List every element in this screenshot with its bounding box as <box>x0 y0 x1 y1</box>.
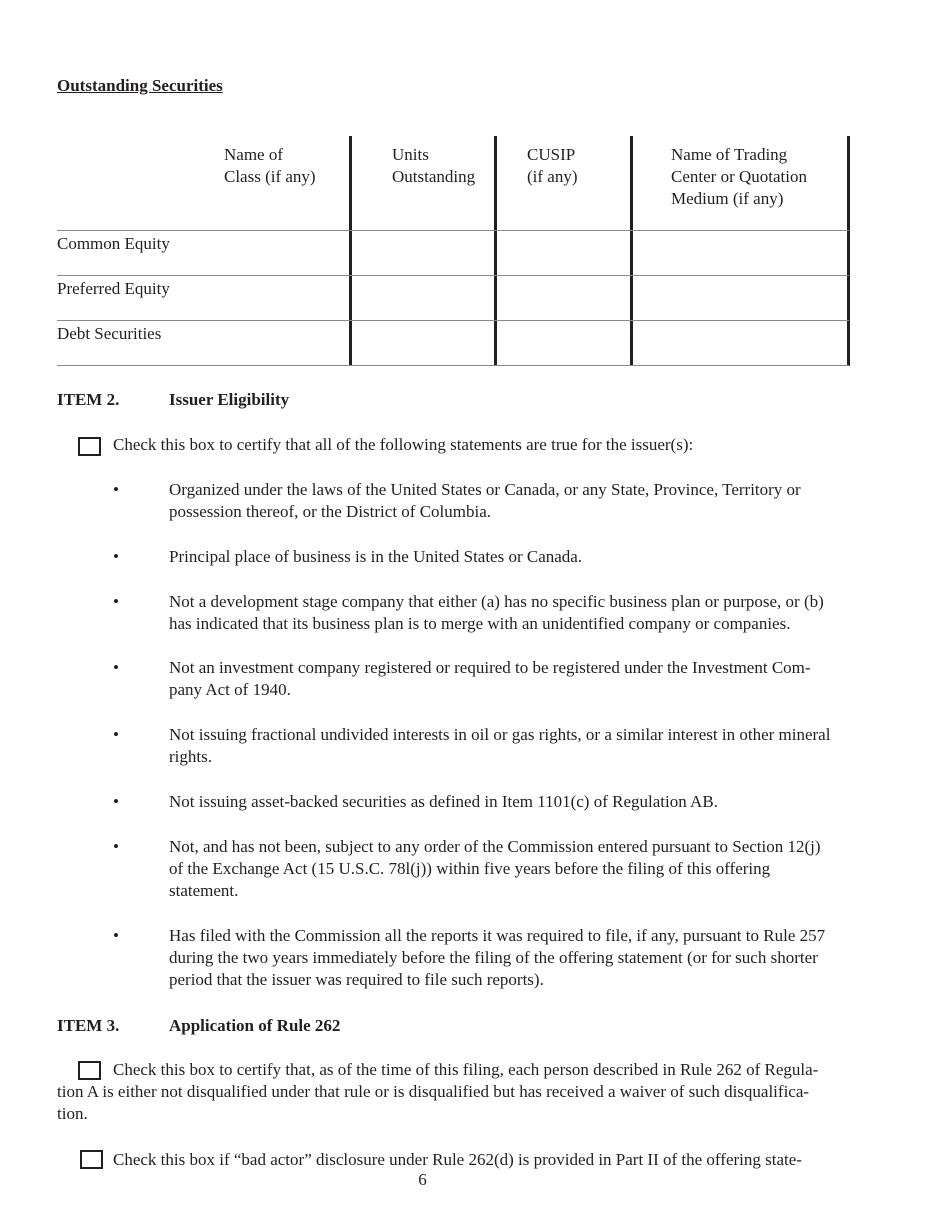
list-item: Not issuing asset-backed securities as defined in Item 1101(c) of Regulation AB. <box>169 792 718 811</box>
bullet-marker: • <box>113 725 119 744</box>
item3-title: Application of Rule 262 <box>169 1016 341 1035</box>
list-item: Not a development stage company that either (a) has no specific business plan or purpose, or (b) has indicated that its business plan is to merge with an unidentified company or companies. <box>169 592 824 633</box>
item2-title: Issuer Eligibility <box>169 390 290 409</box>
item3-heading <box>57 1016 341 1036</box>
issuer-eligibility-checkbox-label: Check this box to certify that all of the following statements are true for the issuer(s): <box>113 435 694 454</box>
list-item: Has filed with the Commission all the reports it was required to file, if any, pursuant to Rule 257 during the two years immediately before the filing of the offering statement (or for such shorter period that the issuer was required to file such reports). <box>169 926 826 989</box>
col-header-cusip: CUSIP (if any) <box>527 145 578 186</box>
table-rule <box>57 230 849 231</box>
rule262-certify-checkbox-label: Check this box to certify that, as of the time of this filing, each person described in Rule 262 of Regula- tion A is either not disqualified under that rule or is disqualified but has received a waiver of such disqualifica- tion. <box>57 1060 819 1123</box>
table-divider <box>494 136 497 366</box>
col-header-units-outstanding: Units Outstanding <box>392 145 476 186</box>
item2-number: ITEM 2. <box>57 390 120 409</box>
bullet-marker: • <box>113 658 119 677</box>
table-row-label: Debt Securities <box>57 324 162 343</box>
bullet-marker: • <box>113 480 119 499</box>
issuer-eligibility-checkbox[interactable] <box>78 437 101 456</box>
table-row-label: Common Equity <box>57 234 170 253</box>
table-divider <box>630 136 633 366</box>
table-rule <box>57 275 849 276</box>
table-rule <box>57 320 849 321</box>
bad-actor-disclosure-checkbox-label: Check this box if “bad actor” disclosure under Rule 262(d) is provided in Part II of the offering state- <box>113 1150 802 1169</box>
list-item: Organized under the laws of the United States or Canada, or any State, Province, Territory or possession thereof, or the District of Columbia. <box>169 480 801 521</box>
section-title-outstanding-securities: Outstanding Securities <box>57 76 223 95</box>
table-divider <box>847 136 850 366</box>
bullet-marker: • <box>113 592 119 611</box>
col-header-trading-center: Name of Trading Center or Quotation Medium (if any) <box>671 145 807 208</box>
table-row-label: Preferred Equity <box>57 279 170 298</box>
bullet-marker: • <box>113 547 119 566</box>
bullet-marker: • <box>113 837 119 856</box>
list-item: Not, and has not been, subject to any order of the Commission entered pursuant to Section 12(j) of the Exchange Act (15 U.S.C. 78l(j)) within five years before the filing of this offering statement. <box>169 837 821 900</box>
page-number: 6 <box>418 1170 427 1189</box>
item2-heading <box>57 390 290 410</box>
table-divider <box>349 136 352 366</box>
list-item: Principal place of business is in the United States or Canada. <box>169 547 583 566</box>
table-rule <box>57 365 849 366</box>
bullet-marker: • <box>113 926 119 945</box>
item3-number: ITEM 3. <box>57 1016 120 1035</box>
bullet-marker: • <box>113 792 119 811</box>
col-header-name-of-class: Name of Class (if any) <box>224 145 316 186</box>
list-item: Not an investment company registered or required to be registered under the Investment Com- pany Act of 1940. <box>169 658 811 699</box>
bad-actor-disclosure-checkbox[interactable] <box>80 1150 103 1169</box>
list-item: Not issuing fractional undivided interests in oil or gas rights, or a similar interest in other mineral rights. <box>169 725 831 766</box>
